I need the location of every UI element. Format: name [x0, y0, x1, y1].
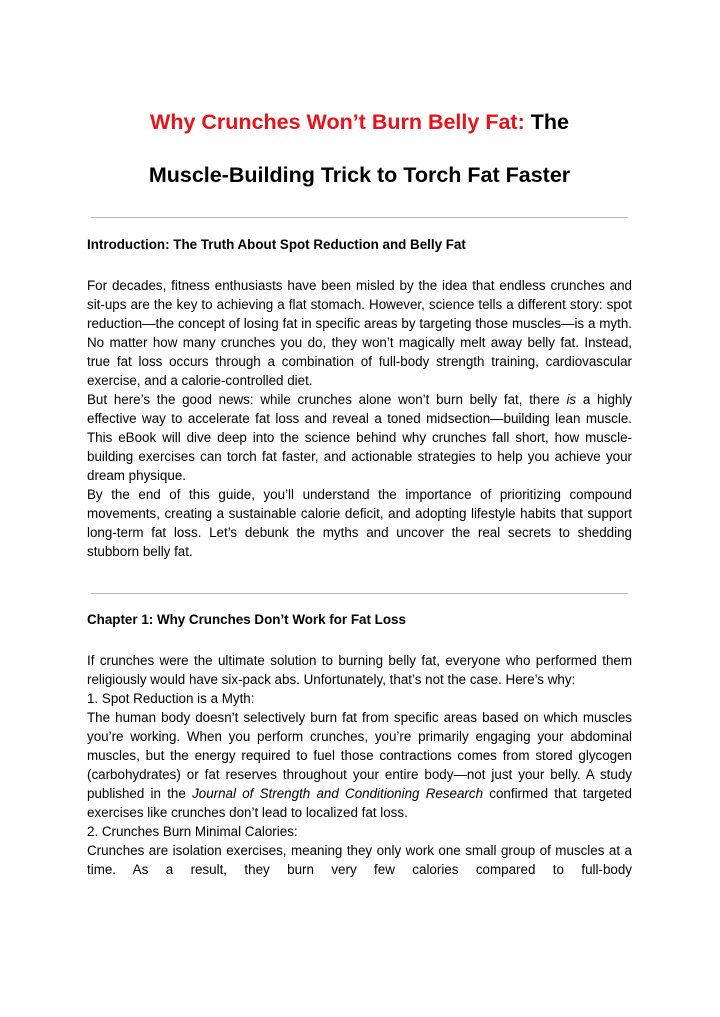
intro-body	[87, 276, 632, 561]
chapter1-item2-title: 2. Crunches Burn Minimal Calories:	[87, 824, 298, 839]
chapter1-paragraph-1: If crunches were the ultimate solution to burning belly fat, everyone who performed them religiously would have six-pack abs. Unfortunately, that’s not the case. Here’s why:	[87, 653, 632, 687]
divider-top	[91, 217, 628, 218]
item1-text-a: The human body doesn’t selectively burn fat from specific areas based on which muscles you’re working. When you perform crunches, you’re primarily engaging your abdominal muscles, but the energy required to fuel those contractions comes from stored glycogen (carbohydrates) or fat reserves throughout your entire body—not just your belly. A study published in the	[87, 710, 632, 801]
intro-p2-emphasis: is	[566, 392, 577, 407]
page-title	[87, 96, 632, 202]
chapter1-item1-text	[87, 708, 632, 822]
chapter1-body	[87, 651, 632, 879]
intro-paragraph-3: By the end of this guide, you’ll understand the importance of prioritizing compound movements, creating a sustainable calorie deficit, and adopting lifestyle habits that support long-term fat loss. Let’s debunk the myths and uncover the real secrets to shedding stubborn belly fat.	[87, 487, 632, 559]
chapter1-item2-text: Crunches are isolation exercises, meaning they only work one small group of muscles at a time. As a result, they burn very few calories compared to full-body	[87, 843, 632, 877]
intro-paragraph-1: For decades, fitness enthusiasts have been misled by the idea that endless crunches and sit-ups are the key to achieving a flat stomach. However, science tells a different story: spot reduction—the concept of losing fat in specific areas by targeting those muscles—is a myth. No matter how many crunches you do, they won’t magically melt away belly fat. Instead, true fat loss occurs through a combination of full-body strength training, cardiovascular exercise, and a calorie-controlled diet.	[87, 278, 632, 388]
intro-p2-text-a: But here’s the good news: while crunches alone won’t burn belly fat, there	[87, 392, 567, 407]
item1-journal-name: Journal of Strength and Conditioning Research	[192, 786, 484, 801]
intro-paragraph-2	[87, 390, 632, 485]
title-highlight: Why Crunches Won’t Burn Belly Fat:	[150, 110, 525, 134]
chapter1-heading: Chapter 1: Why Crunches Don’t Work for Fat Loss	[87, 612, 406, 627]
intro-heading: Introduction: The Truth About Spot Reduction and Belly Fat	[87, 237, 466, 252]
title-rest-line1: The	[524, 110, 569, 134]
item1-text-b: confirmed that targeted exercises like crunches don’t lead to localized fat loss.	[87, 786, 632, 820]
chapter1-item1-title: 1. Spot Reduction is a Myth:	[87, 691, 255, 706]
divider-middle	[91, 593, 628, 594]
intro-p2-text-b: a highly effective way to accelerate fat loss and reveal a toned midsection—building lean muscle. This eBook will dive deep into the science behind why crunches fall short, how muscle-building exercises can torch fat faster, and actionable strategies to help you achieve your dream physique.	[87, 392, 633, 483]
title-line2: Muscle-Building Trick to Torch Fat Faster	[148, 163, 571, 187]
